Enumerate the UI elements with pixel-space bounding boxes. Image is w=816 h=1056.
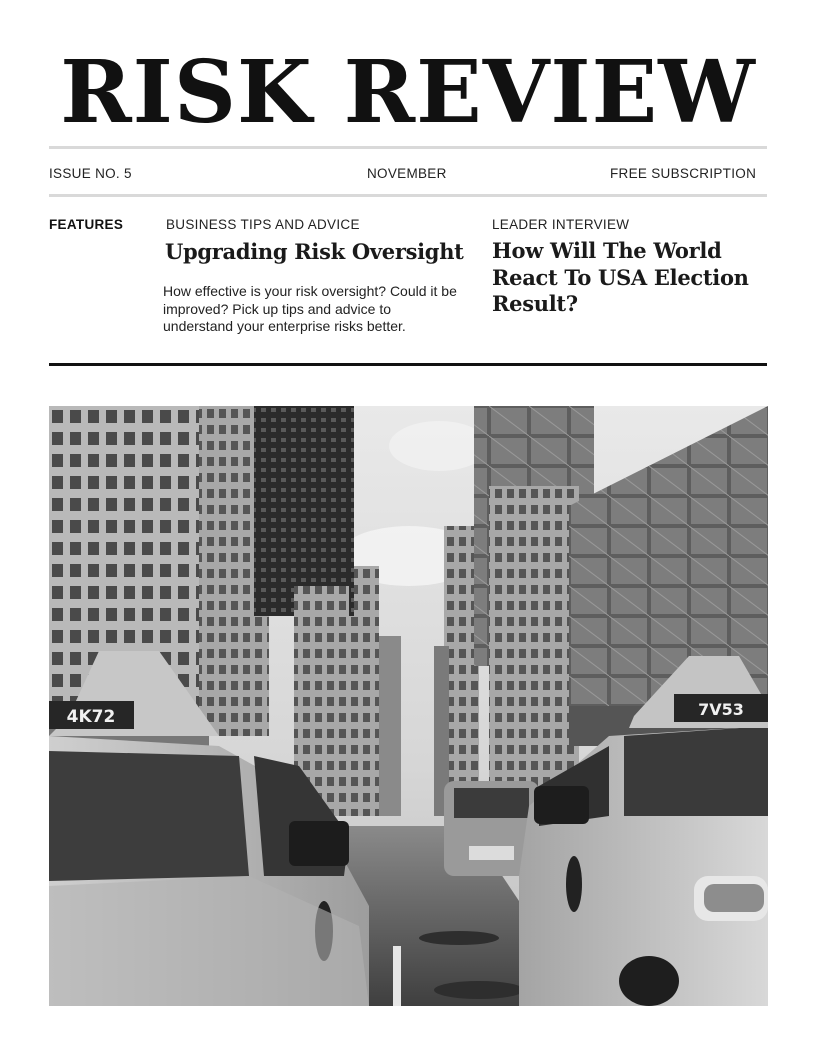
left-feature-kicker: BUSINESS TIPS AND ADVICE bbox=[166, 217, 360, 232]
top-divider bbox=[49, 146, 767, 149]
left-feature-headline: Upgrading Risk Oversight bbox=[165, 239, 464, 264]
right-taxi-plate: 7V53 bbox=[698, 700, 744, 719]
issue-month: NOVEMBER bbox=[367, 166, 447, 181]
issue-number: ISSUE NO. 5 bbox=[49, 166, 132, 181]
subscription-note: FREE SUBSCRIPTION bbox=[610, 166, 757, 181]
left-taxi-plate: 4K72 bbox=[66, 707, 116, 727]
section-divider bbox=[49, 363, 767, 366]
info-divider bbox=[49, 194, 767, 197]
features-label: FEATURES bbox=[49, 217, 124, 232]
right-feature-kicker: LEADER INTERVIEW bbox=[492, 217, 630, 232]
cover-photo bbox=[49, 406, 768, 1006]
right-feature-headline: How Will The World React To USA Election Result? bbox=[492, 238, 749, 316]
masthead-title: RISK REVIEW bbox=[60, 42, 756, 143]
left-feature-blurb: How effective is your risk oversight? Could it be improved? Pick up tips and advice to understand your enterprise risks better. bbox=[163, 283, 457, 334]
